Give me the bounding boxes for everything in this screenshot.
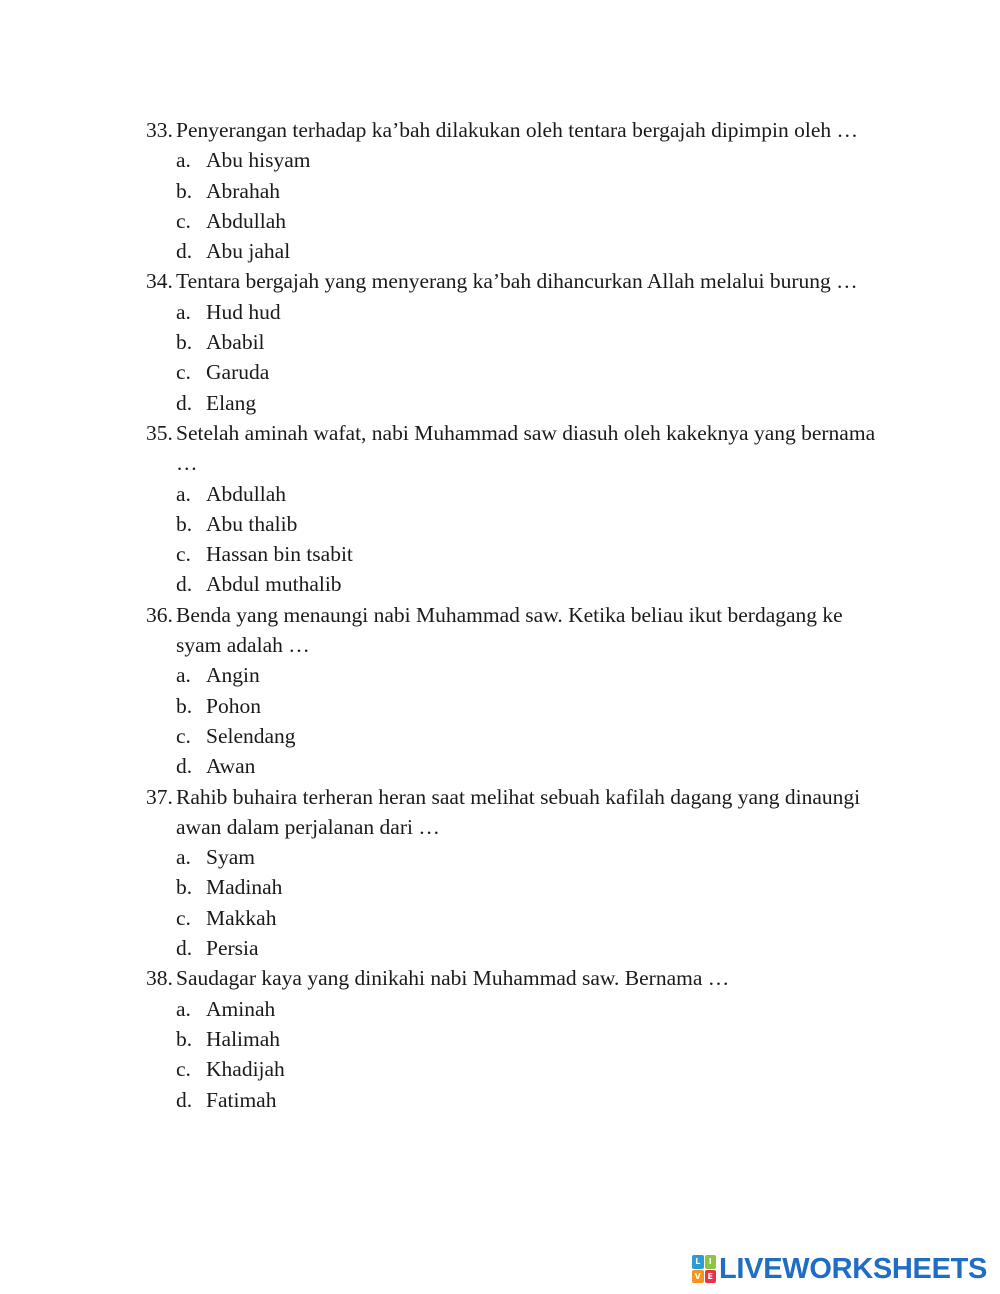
option-text: Abu hisyam bbox=[206, 148, 311, 173]
option-text: Fatimah bbox=[206, 1087, 277, 1112]
question-37 bbox=[0, 782, 1000, 964]
option-letter: c. bbox=[176, 1057, 191, 1082]
option-letter: c. bbox=[176, 542, 191, 567]
option-list bbox=[0, 479, 1000, 600]
option-letter: a. bbox=[176, 845, 191, 870]
option-b bbox=[0, 327, 1000, 357]
option-letter: b. bbox=[176, 1026, 193, 1051]
option-letter: c. bbox=[176, 208, 191, 233]
logo-cell: L bbox=[692, 1255, 704, 1269]
option-c bbox=[0, 1054, 1000, 1084]
option-c bbox=[0, 539, 1000, 569]
option-letter: d. bbox=[176, 754, 193, 779]
option-letter: a. bbox=[176, 663, 191, 688]
option-c bbox=[0, 903, 1000, 933]
question-text: Setelah aminah wafat, nabi Muhammad saw diasuh oleh kakeknya yang bernama … bbox=[176, 420, 876, 476]
option-text: Madinah bbox=[206, 875, 283, 900]
option-c bbox=[0, 357, 1000, 387]
option-text: Hassan bin tsabit bbox=[206, 542, 353, 567]
option-text: Abdullah bbox=[206, 481, 287, 506]
option-letter: d. bbox=[176, 390, 193, 415]
question-34 bbox=[0, 266, 1000, 417]
option-d bbox=[0, 751, 1000, 781]
question-text: Saudagar kaya yang dinikahi nabi Muhammad saw. Bernama … bbox=[176, 966, 730, 991]
option-d bbox=[0, 1085, 1000, 1115]
question-35 bbox=[0, 418, 1000, 600]
option-list bbox=[0, 994, 1000, 1115]
option-c bbox=[0, 721, 1000, 751]
option-d bbox=[0, 569, 1000, 599]
option-letter: b. bbox=[176, 178, 193, 203]
option-a bbox=[0, 842, 1000, 872]
question-number: 38. bbox=[146, 966, 173, 991]
option-letter: b. bbox=[176, 693, 193, 718]
option-text: Abu jahal bbox=[206, 239, 291, 264]
liveworksheets-brand bbox=[692, 1252, 987, 1286]
brand-name: LIVEWORKSHEETS bbox=[719, 1252, 988, 1285]
option-text: Abu thalib bbox=[206, 511, 298, 536]
question-text: Tentara bergajah yang menyerang ka’bah dihancurkan Allah melalui burung … bbox=[176, 269, 858, 294]
question-33 bbox=[0, 115, 1000, 266]
option-text: Ababil bbox=[206, 330, 265, 355]
question-number: 36. bbox=[146, 602, 173, 627]
question-text: Benda yang menaungi nabi Muhammad saw. Ketika beliau ikut berdagang ke syam adalah … bbox=[176, 602, 843, 658]
option-letter: b. bbox=[176, 330, 193, 355]
option-list bbox=[0, 842, 1000, 963]
question-number: 34. bbox=[146, 269, 173, 294]
option-list bbox=[0, 297, 1000, 418]
option-a bbox=[0, 297, 1000, 327]
logo-cell: I bbox=[705, 1255, 717, 1269]
question-text: Rahib buhaira terheran heran saat melihat sebuah kafilah dagang yang dinaungi awan dalam perjalanan dari … bbox=[176, 784, 861, 839]
option-a bbox=[0, 145, 1000, 175]
option-letter: a. bbox=[176, 996, 191, 1021]
option-text: Abdullah bbox=[206, 208, 287, 233]
option-letter: d. bbox=[176, 936, 193, 961]
option-d bbox=[0, 236, 1000, 266]
question-number: 33. bbox=[146, 118, 173, 142]
option-a bbox=[0, 479, 1000, 509]
option-letter: b. bbox=[176, 875, 193, 900]
option-text: Makkah bbox=[206, 905, 277, 930]
option-letter: a. bbox=[176, 299, 191, 324]
question-number: 37. bbox=[146, 784, 173, 809]
option-letter: b. bbox=[176, 511, 193, 536]
option-text: Persia bbox=[206, 936, 259, 961]
option-b bbox=[0, 1024, 1000, 1054]
option-text: Pohon bbox=[206, 693, 261, 718]
question-text: Penyerangan terhadap ka’bah dilakukan oleh tentara bergajah dipimpin oleh … bbox=[176, 118, 858, 142]
logo-cell: E bbox=[705, 1270, 717, 1284]
option-a bbox=[0, 660, 1000, 690]
option-d bbox=[0, 388, 1000, 418]
option-d bbox=[0, 933, 1000, 963]
option-a bbox=[0, 994, 1000, 1024]
option-letter: d. bbox=[176, 239, 193, 264]
option-list bbox=[0, 145, 1000, 266]
option-text: Awan bbox=[206, 754, 256, 779]
option-text: Khadijah bbox=[206, 1057, 285, 1082]
option-text: Angin bbox=[206, 663, 260, 688]
liveworksheets-logo-icon bbox=[692, 1255, 716, 1283]
option-b bbox=[0, 872, 1000, 902]
option-letter: d. bbox=[176, 1087, 193, 1112]
option-text: Selendang bbox=[206, 723, 296, 748]
option-letter: a. bbox=[176, 148, 191, 173]
option-letter: c. bbox=[176, 905, 191, 930]
option-text: Syam bbox=[206, 845, 255, 870]
option-text: Hud hud bbox=[206, 299, 281, 324]
option-text: Abdul muthalib bbox=[206, 572, 342, 597]
option-letter: d. bbox=[176, 572, 193, 597]
option-list bbox=[0, 660, 1000, 781]
question-38 bbox=[0, 963, 1000, 1114]
option-b bbox=[0, 176, 1000, 206]
question-number: 35. bbox=[146, 420, 173, 445]
option-text: Elang bbox=[206, 390, 257, 415]
option-text: Halimah bbox=[206, 1026, 281, 1051]
option-text: Abrahah bbox=[206, 178, 281, 203]
option-text: Aminah bbox=[206, 996, 276, 1021]
worksheet bbox=[0, 115, 1000, 1115]
option-text: Garuda bbox=[206, 360, 270, 385]
option-b bbox=[0, 691, 1000, 721]
question-36 bbox=[0, 600, 1000, 782]
option-b bbox=[0, 509, 1000, 539]
option-c bbox=[0, 206, 1000, 236]
option-letter: a. bbox=[176, 481, 191, 506]
logo-cell: V bbox=[692, 1270, 704, 1284]
option-letter: c. bbox=[176, 723, 191, 748]
option-letter: c. bbox=[176, 360, 191, 385]
